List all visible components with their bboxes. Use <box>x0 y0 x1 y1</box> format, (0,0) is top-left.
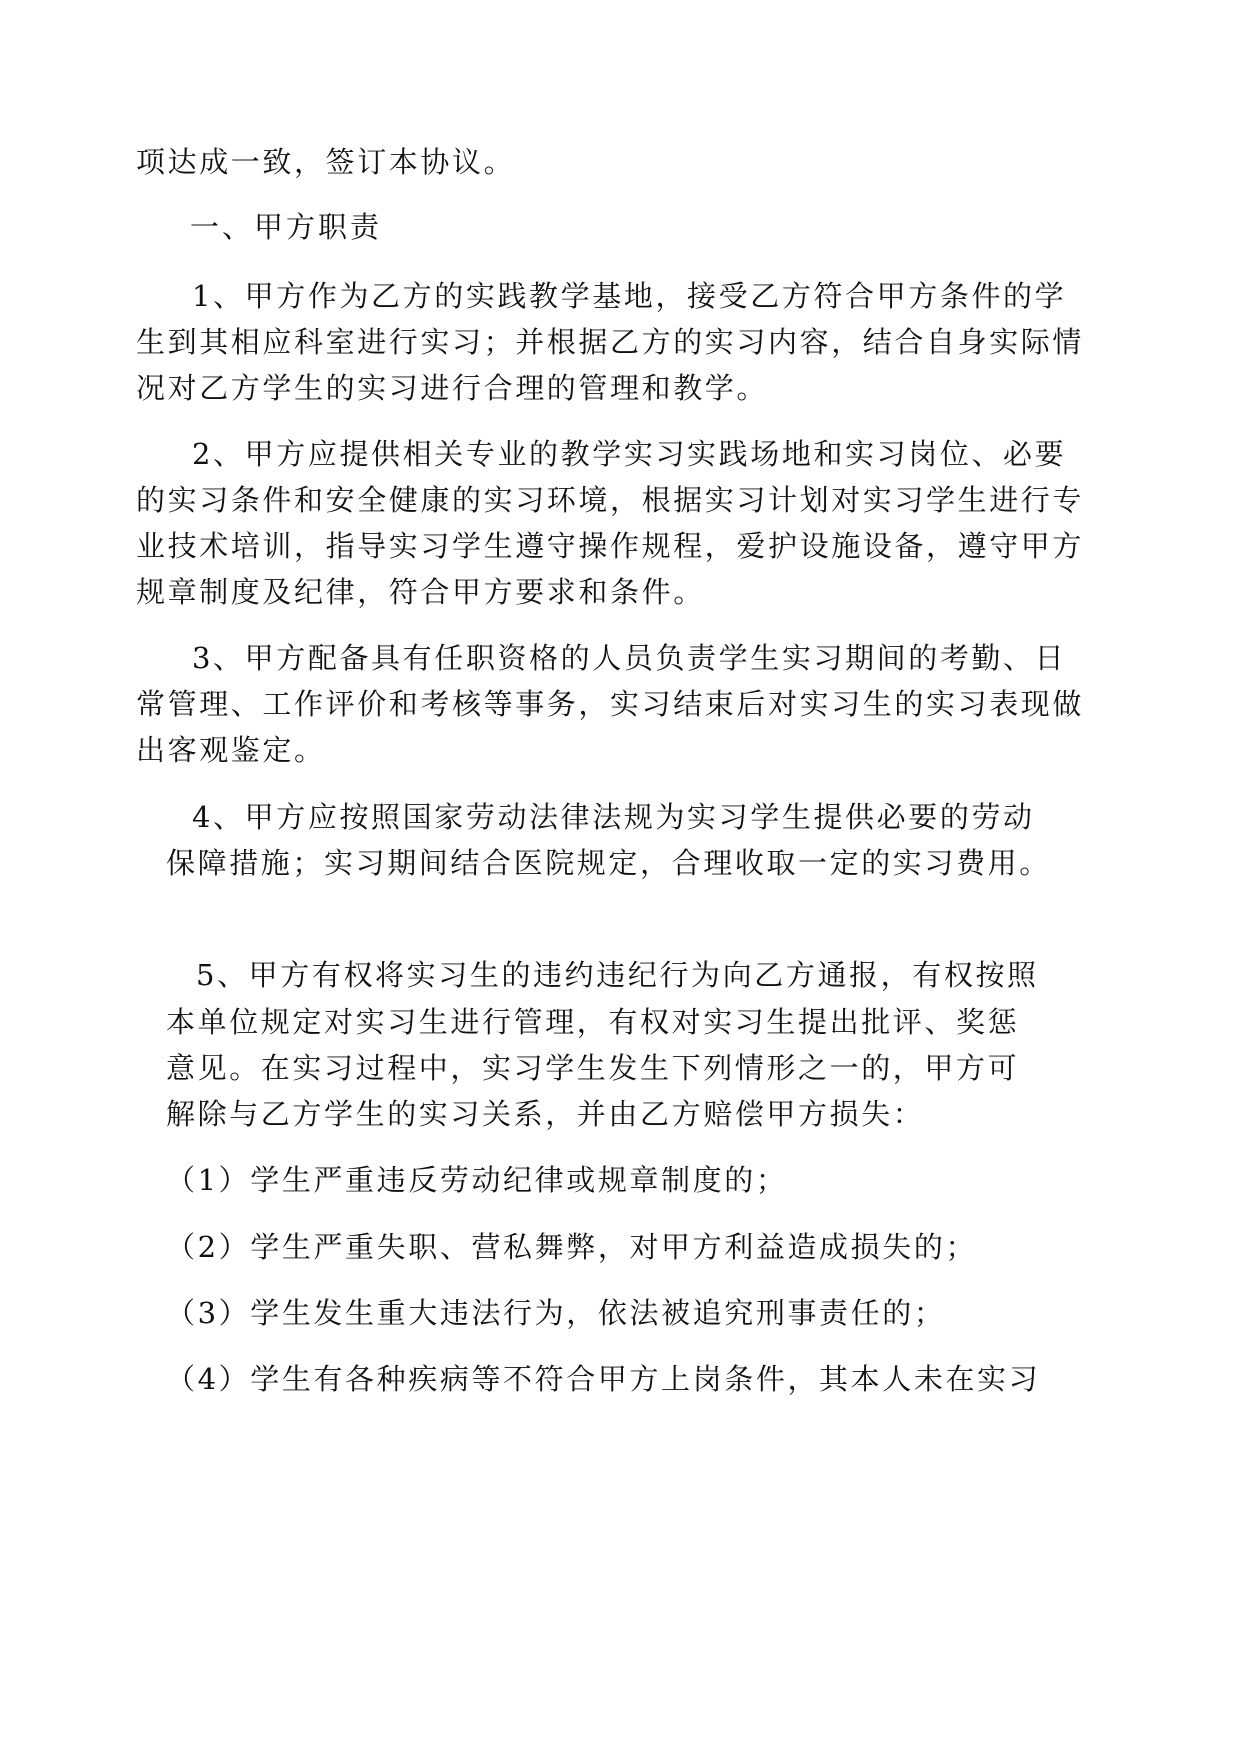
clause-line: 意见。在实习过程中，实习学生发生下列情形之一的，甲方可 <box>166 1051 1020 1085</box>
clause-line: 业技术培训，指导实习学生遵守操作规程，爱护设施设备，遵守甲方 <box>136 529 1085 563</box>
list-item: （3）学生发生重大违法行为，依法被追究刑事责任的； <box>166 1296 946 1330</box>
clause-line: 的实习条件和安全健康的实习环境，根据实习计划对实习学生进行专 <box>136 483 1085 517</box>
clause-line: 常管理、工作评价和考核等事务，实习结束后对实习生的实习表现做 <box>136 687 1085 721</box>
list-item: （2）学生严重失职、营私舞弊，对甲方利益造成损失的； <box>166 1230 978 1264</box>
clause-line: 4、甲方应按照国家劳动法律法规为实习学生提供必要的劳动 <box>192 800 1035 834</box>
clause-line: 2、甲方应提供相关专业的教学实习实践场地和实习岗位、必要 <box>192 437 1067 471</box>
list-item: （1）学生严重违反劳动纪律或规章制度的； <box>166 1163 788 1197</box>
intro-line: 项达成一致，签订本协议。 <box>136 145 516 179</box>
clause-line: 况对乙方学生的实习进行合理的管理和教学。 <box>136 371 769 405</box>
clause-line: 3、甲方配备具有任职资格的人员负责学生实习期间的考勤、日 <box>192 641 1067 675</box>
clause-line: 1、甲方作为乙方的实践教学基地，接受乙方符合甲方条件的学 <box>192 279 1067 313</box>
clause-line: 5、甲方有权将实习生的违约违纪行为向乙方通报，有权按照 <box>196 958 1039 992</box>
clause-line: 保障措施；实习期间结合医院规定，合理收取一定的实习费用。 <box>166 846 1051 880</box>
list-item: （4）学生有各种疾病等不符合甲方上岗条件，其本人未在实习 <box>166 1362 1041 1396</box>
clause-line: 出客观鉴定。 <box>136 733 326 767</box>
section-heading: 一、甲方职责 <box>190 210 383 244</box>
clause-line: 本单位规定对实习生进行管理，有权对实习生提出批评、奖惩 <box>166 1005 1020 1039</box>
clause-line: 规章制度及纪律，符合甲方要求和条件。 <box>136 575 705 609</box>
clause-line: 解除与乙方学生的实习关系，并由乙方赔偿甲方损失： <box>166 1097 925 1131</box>
clause-line: 生到其相应科室进行实习；并根据乙方的实习内容，结合自身实际情 <box>136 325 1085 359</box>
